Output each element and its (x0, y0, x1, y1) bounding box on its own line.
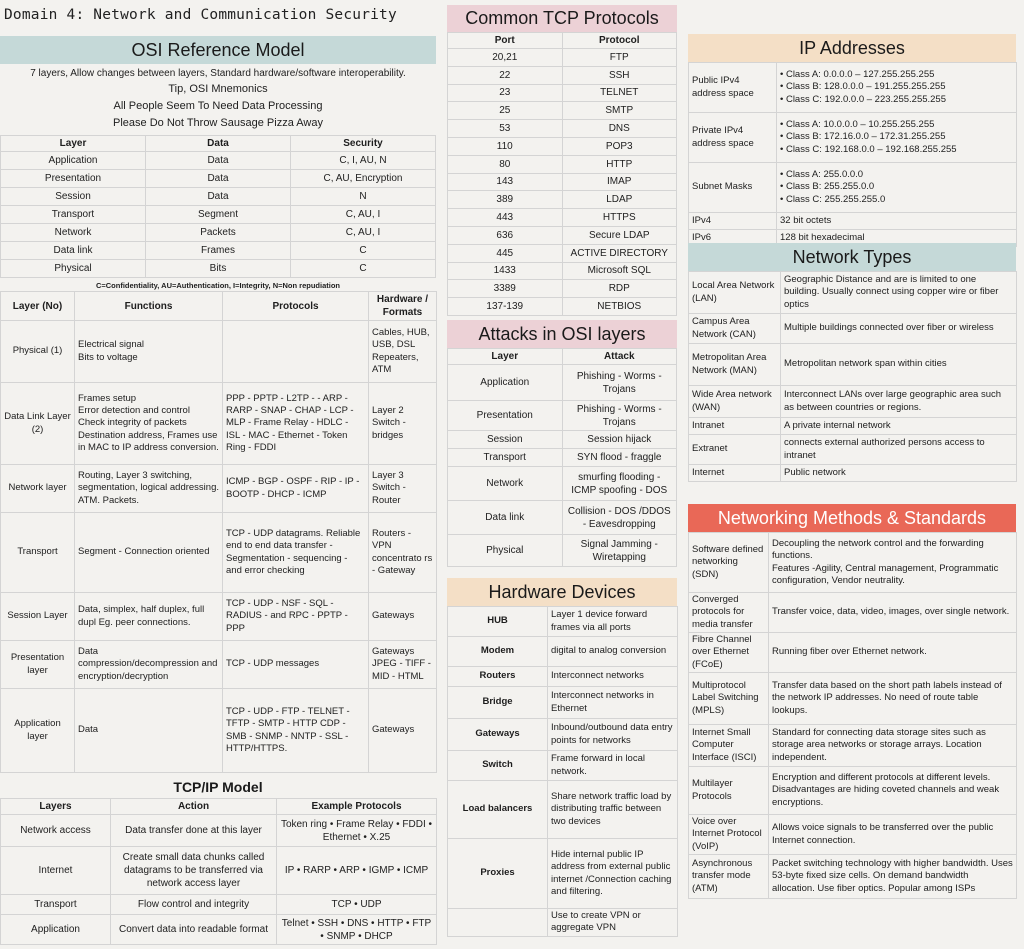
attacks-table-cell: SYN flood - fraggle (562, 449, 677, 467)
net-types-table-row (689, 314, 1017, 344)
osi-section (0, 36, 436, 290)
methods-table-cell: Encryption and different protocols at different levels. Disadvantages are hiding coveted channels and weak encryptions. (769, 767, 1017, 815)
hardware-table-cell: Inbound/outbound data entry points for networks (548, 719, 678, 751)
layers-table-header: Protocols (223, 292, 369, 321)
layers-table-header: Functions (75, 292, 223, 321)
layers-table-row (1, 465, 437, 513)
tcp-protocols-table-cell: 53 (448, 120, 563, 138)
hardware-table-cell: Interconnect networks (548, 667, 678, 687)
tcp-protocols-title: Common TCP Protocols (447, 5, 677, 32)
osi-mnemonic-1: All People Seem To Need Data Processing (113, 100, 323, 112)
net-types-table-cell: Extranet (689, 435, 781, 465)
osi-table-cell: Frames (146, 242, 291, 260)
osi-title: OSI Reference Model (0, 36, 436, 64)
attacks-table-cell: Network (448, 467, 563, 501)
tcp-protocols-table-row (448, 226, 677, 244)
tcp-protocols-table-cell: DNS (562, 120, 677, 138)
tcp-protocols-table-row (448, 298, 677, 316)
tcp-protocols-table-cell: ACTIVE DIRECTORY (562, 244, 677, 262)
layers-table-cell: Physical (1) (1, 321, 75, 383)
tcpip-table-cell: Convert data into readable format (111, 915, 277, 945)
net-types-table-cell: Metropolitan Area Network (MAN) (689, 344, 781, 386)
methods-table-row (689, 815, 1017, 855)
osi-table-row (1, 152, 436, 170)
osi-tip: Tip, OSI Mnemonics (168, 83, 268, 95)
methods-table-cell: Decoupling the network control and the forwarding functions. Features -Agility, Central management, Programmatic configuration, Vendor neutrality. (769, 533, 1017, 593)
hardware-table-cell: Share network traffic load by distributing traffic between two devices (548, 781, 678, 839)
layers-table-cell: Gateways (369, 593, 437, 641)
ip-table-row (689, 163, 1017, 213)
layers-table-cell: Frames setup Error detection and control Check integrity of packets Destination address, Frames use in MAC to IP address conversion. (75, 383, 223, 465)
hardware-table-cell: Gateways (448, 719, 548, 751)
tcp-protocols-table-cell: 1433 (448, 262, 563, 280)
net-types-table-row (689, 465, 1017, 482)
hardware-table-cell: Frame forward in local network. (548, 751, 678, 781)
methods-table-cell: Transfer data based on the short path labels instead of the network IP addresses. No need of route table lookups. (769, 673, 1017, 725)
net-types-table-cell: Wide Area network (WAN) (689, 386, 781, 418)
methods-table-row (689, 673, 1017, 725)
layers-table-cell: Gateways JPEG - TIFF - MID - HTML (369, 641, 437, 689)
ip-table (688, 62, 1017, 247)
osi-table-cell: C, AU, I (291, 224, 436, 242)
layers-table-cell: Session Layer (1, 593, 75, 641)
osi-table-cell: C (291, 260, 436, 278)
layers-table-cell: Transport (1, 513, 75, 593)
layers-table-cell: Segment - Connection oriented (75, 513, 223, 593)
layers-table-header: Hardware / Formats (369, 292, 437, 321)
hardware-table (447, 606, 678, 937)
methods-title: Networking Methods & Standards (688, 504, 1016, 532)
osi-table-cell: Presentation (1, 170, 146, 188)
osi-mnemonic-2: Please Do Not Throw Sausage Pizza Away (113, 117, 323, 129)
layers-table-cell: Layer 3 Switch - Router (369, 465, 437, 513)
layers-table-cell: Network layer (1, 465, 75, 513)
attacks-table-header: Layer (448, 349, 563, 365)
osi-table-row (1, 260, 436, 278)
tcpip-table-cell: Transport (1, 895, 111, 915)
ip-table-cell: Public IPv4 address space (689, 63, 777, 113)
tcpip-table-cell: Application (1, 915, 111, 945)
tcp-protocols-table-cell: 143 (448, 173, 563, 191)
tcp-protocols-table (447, 32, 677, 316)
layers-table-row (1, 513, 437, 593)
osi-table-cell: Session (1, 188, 146, 206)
tcpip-table-cell: IP • RARP • ARP • IGMP • ICMP (277, 847, 437, 895)
tcpip-table-cell: Flow control and integrity (111, 895, 277, 915)
hardware-table-row (448, 839, 678, 909)
attacks-section (447, 320, 677, 567)
ip-table-row (689, 213, 1017, 230)
layers-table-cell: Gateways (369, 689, 437, 773)
layers-table-cell: TCP - UDP - FTP - TELNET - TFTP - SMTP - HTTP CDP - SMB - SNMP - NNTP - SSL - HTTP/HTTPS. (223, 689, 369, 773)
hardware-table-cell: Hide internal public IP address from external public internet /Connection caching and filtering. (548, 839, 678, 909)
layers-table-cell: TCP - UDP datagrams. Reliable end to end data transfer - Segmentation - sequencing - and error checking (223, 513, 369, 593)
attacks-table-row (448, 535, 677, 567)
tcp-protocols-table-cell: 443 (448, 209, 563, 227)
attacks-table-cell: Transport (448, 449, 563, 467)
attacks-table-row (448, 449, 677, 467)
osi-intro: 7 layers, Allow changes between layers, Standard hardware/software interoperability. (30, 68, 406, 79)
hardware-table-row (448, 607, 678, 637)
layers-table-cell: PPP - PPTP - L2TP - - ARP - RARP - SNAP - CHAP - LCP - MLP - Frame Relay - HDLC - ISL - MAC - Ethernet - Token Ring - FDDI (223, 383, 369, 465)
methods-table-cell: Allows voice signals to be transferred over the public Internet connection. (769, 815, 1017, 855)
methods-table-row (689, 767, 1017, 815)
net-types-table-cell: Public network (781, 465, 1017, 482)
tcp-protocols-table-cell: 22 (448, 66, 563, 84)
attacks-table-header: Attack (562, 349, 677, 365)
attacks-title: Attacks in OSI layers (447, 320, 677, 348)
hardware-table-row (448, 781, 678, 839)
tcp-protocols-table-row (448, 209, 677, 227)
hardware-table-cell: Proxies (448, 839, 548, 909)
attacks-table-row (448, 431, 677, 449)
methods-table-cell: Software defined networking (SDN) (689, 533, 769, 593)
methods-table-cell: Asynchronous transfer mode (ATM) (689, 855, 769, 899)
network-types-section (688, 243, 1016, 482)
osi-table-cell: Application (1, 152, 146, 170)
layers-table-cell: Electrical signal Bits to voltage (75, 321, 223, 383)
attacks-table-cell: Signal Jamming - Wiretapping (562, 535, 677, 567)
tcp-protocols-table-row (448, 66, 677, 84)
methods-table-row (689, 855, 1017, 899)
tcpip-section (0, 776, 436, 945)
attacks-table-row (448, 467, 677, 501)
tcp-protocols-table-row (448, 173, 677, 191)
hardware-table-row (448, 637, 678, 667)
attacks-table-cell: Data link (448, 501, 563, 535)
attacks-table-cell: Physical (448, 535, 563, 567)
attacks-table-cell: Presentation (448, 401, 563, 431)
hardware-table-cell: Load balancers (448, 781, 548, 839)
osi-table-row (1, 242, 436, 260)
hardware-table-cell: Routers (448, 667, 548, 687)
tcpip-table-row (1, 895, 437, 915)
osi-table-cell: Data link (1, 242, 146, 260)
methods-table-cell: Fibre Channel over Ethernet (FCoE) (689, 633, 769, 673)
tcp-protocols-table-row (448, 244, 677, 262)
tcp-protocols-table-cell: 110 (448, 137, 563, 155)
layers-table-row (1, 593, 437, 641)
hardware-table-row (448, 667, 678, 687)
tcpip-table-header: Action (111, 799, 277, 815)
tcp-protocols-table-row (448, 84, 677, 102)
osi-legend: C=Confidentiality, AU=Authentication, I=Integrity, N=Non repudiation (95, 281, 341, 290)
tcpip-table-cell: Create small data chunks called datagrams to be transferred via network access layer (111, 847, 277, 895)
tcp-protocols-table-row (448, 120, 677, 138)
layers-table-header: Layer (No) (1, 292, 75, 321)
osi-table-row (1, 170, 436, 188)
tcpip-table-header: Example Protocols (277, 799, 437, 815)
layers-section (0, 291, 436, 773)
layers-table-cell: ICMP - BGP - OSPF - RIP - IP - BOOTP - DHCP - ICMP (223, 465, 369, 513)
tcp-protocols-table-row (448, 49, 677, 67)
tcp-protocols-table-header: Port (448, 33, 563, 49)
tcp-protocols-table-cell: SMTP (562, 102, 677, 120)
methods-table-cell: Running fiber over Ethernet network. (769, 633, 1017, 673)
layers-table-cell: Data, simplex, half duplex, full dupl Eg. peer connections. (75, 593, 223, 641)
tcp-protocols-table-cell: RDP (562, 280, 677, 298)
osi-table-header: Data (146, 136, 291, 152)
methods-table-row (689, 633, 1017, 673)
methods-table (688, 532, 1017, 899)
osi-table-row (1, 188, 436, 206)
ip-table-row (689, 113, 1017, 163)
hardware-table-cell: Modem (448, 637, 548, 667)
network-types-table (688, 271, 1017, 482)
attacks-table-row (448, 501, 677, 535)
osi-table-cell: Data (146, 188, 291, 206)
hardware-table-cell: Switch (448, 751, 548, 781)
net-types-table-cell: connects external authorized persons access to intranet (781, 435, 1017, 465)
tcpip-table-row (1, 847, 437, 895)
net-types-table-cell: Intranet (689, 418, 781, 435)
osi-table-cell: C, AU, I (291, 206, 436, 224)
tcp-protocols-table-cell: 80 (448, 155, 563, 173)
hardware-section (447, 578, 677, 937)
methods-table-cell: Internet Small Computer Interface (ISCI) (689, 725, 769, 767)
osi-table-cell: Network (1, 224, 146, 242)
osi-table-cell: C (291, 242, 436, 260)
net-types-table-cell: Campus Area Network (CAN) (689, 314, 781, 344)
attacks-table (447, 348, 677, 567)
net-types-table-cell: Internet (689, 465, 781, 482)
net-types-table-row (689, 386, 1017, 418)
tcp-protocols-table-cell: 23 (448, 84, 563, 102)
attacks-table-cell: Session hijack (562, 431, 677, 449)
methods-table-cell: Standard for connecting data storage sites such as storage area networks or storage arrays. Location independent. (769, 725, 1017, 767)
tcp-protocols-table-row (448, 155, 677, 173)
tcpip-table-cell: Internet (1, 847, 111, 895)
layers-table-cell (223, 321, 369, 383)
layers-table-row (1, 689, 437, 773)
attacks-table-row (448, 401, 677, 431)
net-types-table-row (689, 435, 1017, 465)
net-types-table-cell: Local Area Network (LAN) (689, 272, 781, 314)
methods-table-cell: Packet switching technology with higher bandwidth. Uses 53-byte fixed size cells. On demand bandwidth allocation. Use fiber optics. Popular among ISPs (769, 855, 1017, 899)
ip-table-cell: 32 bit octets (777, 213, 1017, 230)
attacks-table-row (448, 365, 677, 401)
methods-table-cell: Multilayer Protocols (689, 767, 769, 815)
tcpip-table-header: Layers (1, 799, 111, 815)
methods-table-row (689, 725, 1017, 767)
ip-title: IP Addresses (688, 34, 1016, 62)
tcpip-table-cell: TCP • UDP (277, 895, 437, 915)
osi-table-cell: Data (146, 152, 291, 170)
tcp-protocols-table-row (448, 102, 677, 120)
hardware-table-cell: digital to analog conversion (548, 637, 678, 667)
layers-table-cell: TCP - UDP messages (223, 641, 369, 689)
hardware-table-cell: Use to create VPN or aggregate VPN (548, 909, 678, 937)
tcpip-table-cell: Data transfer done at this layer (111, 815, 277, 847)
tcp-protocols-table-cell: 137-139 (448, 298, 563, 316)
layers-table-cell: Application layer (1, 689, 75, 773)
layers-table-row (1, 383, 437, 465)
tcp-protocols-table-cell: IMAP (562, 173, 677, 191)
attacks-table-cell: Collision - DOS /DDOS - Eavesdropping (562, 501, 677, 535)
methods-table-cell: Transfer voice, data, video, images, over single network. (769, 593, 1017, 633)
layers-table-row (1, 321, 437, 383)
ip-table-cell: Private IPv4 address space (689, 113, 777, 163)
tcp-protocols-table-cell: 3389 (448, 280, 563, 298)
tcp-protocols-table-cell: TELNET (562, 84, 677, 102)
tcp-protocols-table-header: Protocol (562, 33, 677, 49)
osi-table-cell: Data (146, 170, 291, 188)
net-types-table-row (689, 272, 1017, 314)
tcp-protocols-table-cell: Secure LDAP (562, 226, 677, 244)
hardware-table-row (448, 751, 678, 781)
tcp-protocols-table-cell: Microsoft SQL (562, 262, 677, 280)
layers-table-cell: Presentation layer (1, 641, 75, 689)
osi-table-cell: C, AU, Encryption (291, 170, 436, 188)
tcp-protocols-table-cell: 636 (448, 226, 563, 244)
tcp-protocols-table-cell: 389 (448, 191, 563, 209)
osi-table-header: Layer (1, 136, 146, 152)
osi-table-cell: Segment (146, 206, 291, 224)
layers-table (0, 291, 437, 773)
attacks-table-cell: Session (448, 431, 563, 449)
layers-table-cell: Routers - VPN concentrato rs - Gateway (369, 513, 437, 593)
hardware-table-cell: Interconnect networks in Ethernet (548, 687, 678, 719)
tcp-protocols-table-row (448, 137, 677, 155)
osi-table-cell: C, I, AU, N (291, 152, 436, 170)
net-types-table-row (689, 418, 1017, 435)
tcpip-table-row (1, 915, 437, 945)
hardware-table-cell (448, 909, 548, 937)
hardware-table-row (448, 719, 678, 751)
tcp-protocols-table-cell: HTTP (562, 155, 677, 173)
ip-section (688, 34, 1016, 247)
attacks-table-cell: Application (448, 365, 563, 401)
tcp-protocols-table-cell: 25 (448, 102, 563, 120)
osi-table-row (1, 206, 436, 224)
tcpip-table-cell: Network access (1, 815, 111, 847)
net-types-table-cell: Multiple buildings connected over fiber or wireless (781, 314, 1017, 344)
hardware-table-row (448, 687, 678, 719)
osi-table-cell: Packets (146, 224, 291, 242)
net-types-table-cell: Metropolitan network span within cities (781, 344, 1017, 386)
layers-table-cell: TCP - UDP - NSF - SQL - RADIUS - and RPC - PPTP - PPP (223, 593, 369, 641)
network-types-title: Network Types (688, 243, 1016, 271)
tcp-protocols-table-row (448, 280, 677, 298)
attacks-table-cell: Phishing - Worms - Trojans (562, 401, 677, 431)
hardware-table-cell: Layer 1 device forward frames via all ports (548, 607, 678, 637)
ip-table-cell: IPv4 (689, 213, 777, 230)
tcp-protocols-table-cell: NETBIOS (562, 298, 677, 316)
tcp-protocols-table-row (448, 191, 677, 209)
hardware-table-cell: HUB (448, 607, 548, 637)
tcpip-table-cell: Token ring • Frame Relay • FDDI • Ethernet • X.25 (277, 815, 437, 847)
ip-table-row (689, 63, 1017, 113)
attacks-table-cell: Phishing - Worms - Trojans (562, 365, 677, 401)
osi-table-cell: Bits (146, 260, 291, 278)
net-types-table-cell: Interconnect LANs over large geographic area such as between countries or regions. (781, 386, 1017, 418)
ip-table-cell: 128 bit hexadecimal (777, 230, 1017, 247)
net-types-table-cell: A private internal network (781, 418, 1017, 435)
tcp-protocols-table-cell: 445 (448, 244, 563, 262)
methods-table-cell: Multiprotocol Label Switching (MPLS) (689, 673, 769, 725)
tcp-protocols-table-cell: FTP (562, 49, 677, 67)
osi-table-cell: N (291, 188, 436, 206)
layers-table-cell: Routing, Layer 3 switching, segmentation, logical addressing. ATM. Packets. (75, 465, 223, 513)
methods-table-row (689, 533, 1017, 593)
hardware-table-cell: Bridge (448, 687, 548, 719)
layers-table-cell: Layer 2 Switch - bridges (369, 383, 437, 465)
tcp-protocols-table-cell: 20,21 (448, 49, 563, 67)
tcpip-title: TCP/IP Model (173, 779, 263, 795)
methods-table-cell: Converged protocols for media transfer (689, 593, 769, 633)
tcp-protocols-table-row (448, 262, 677, 280)
methods-section (688, 504, 1016, 899)
ip-table-cell: IPv6 (689, 230, 777, 247)
tcp-protocols-table-cell: LDAP (562, 191, 677, 209)
tcpip-table-row (1, 815, 437, 847)
hardware-table-row (448, 909, 678, 937)
osi-table-row (1, 224, 436, 242)
tcp-protocols-table-cell: POP3 (562, 137, 677, 155)
ip-table-cell: • Class A: 255.0.0.0 • Class B: 255.255.0.0 • Class C: 255.255.255.0 (777, 163, 1017, 213)
attacks-table-cell: smurfing flooding - ICMP spoofing - DOS (562, 467, 677, 501)
layers-table-cell: Data Link Layer (2) (1, 383, 75, 465)
layers-table-cell: Data compression/decompression and encryption/decryption (75, 641, 223, 689)
tcpip-table-cell: Telnet • SSH • DNS • HTTP • FTP • SNMP • DHCP (277, 915, 437, 945)
osi-table-cell: Transport (1, 206, 146, 224)
net-types-table-cell: Geographic Distance and are is limited to one building. Usually connect using copper wire or fiber optics (781, 272, 1017, 314)
ip-table-cell: • Class A: 0.0.0.0 – 127.255.255.255 • Class B: 128.0.0.0 – 191.255.255.255 • Class C: 192.0.0.0 – 223.255.255.255 (777, 63, 1017, 113)
ip-table-cell: • Class A: 10.0.0.0 – 10.255.255.255 • Class B: 172.16.0.0 – 172.31.255.255 • Class C: 192.168.0.0 – 192.168.255.255 (777, 113, 1017, 163)
methods-table-row (689, 593, 1017, 633)
hardware-title: Hardware Devices (447, 578, 677, 606)
layers-table-cell: Cables, HUB, USB, DSL Repeaters, ATM (369, 321, 437, 383)
tcp-protocols-table-cell: SSH (562, 66, 677, 84)
tcp-protocols-table-cell: HTTPS (562, 209, 677, 227)
osi-table-header: Security (291, 136, 436, 152)
net-types-table-row (689, 344, 1017, 386)
osi-table-cell: Physical (1, 260, 146, 278)
tcpip-table (0, 798, 437, 945)
methods-table-cell: Voice over Internet Protocol (VoIP) (689, 815, 769, 855)
ip-table-cell: Subnet Masks (689, 163, 777, 213)
page-title: Domain 4: Network and Communication Security (4, 7, 397, 23)
layers-table-row (1, 641, 437, 689)
layers-table-cell: Data (75, 689, 223, 773)
tcp-protocols-section (447, 5, 677, 316)
osi-table (0, 135, 436, 278)
